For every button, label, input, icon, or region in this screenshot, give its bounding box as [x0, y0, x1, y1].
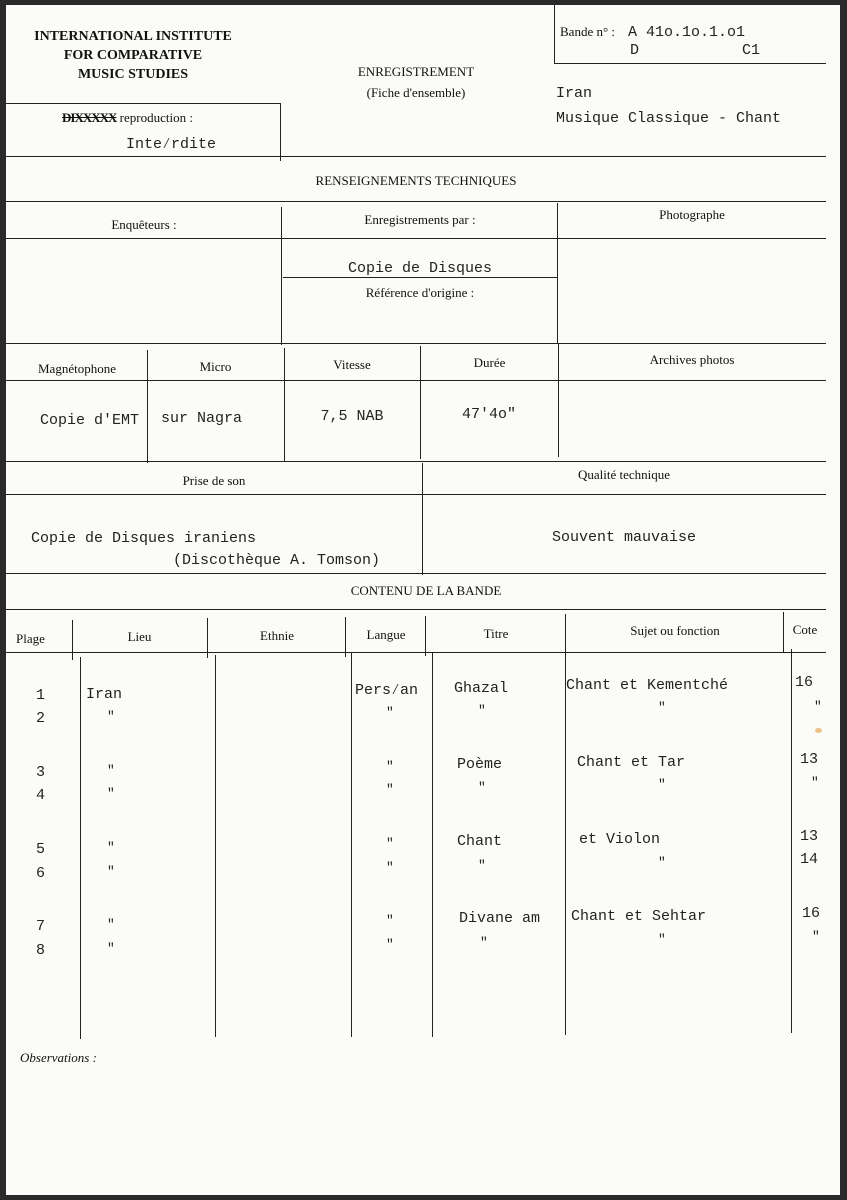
col-plage: Plage — [16, 631, 45, 646]
row-lieu: Iran — [86, 686, 123, 703]
enregistrements-value: Copie de Disques — [347, 260, 493, 277]
row-sujet: " — [658, 777, 666, 792]
row-langue: " — [386, 705, 394, 720]
row-lieu: " — [107, 786, 115, 801]
row-cote: 16 — [802, 905, 821, 922]
row-plage: 5 — [36, 841, 46, 858]
row-sujet: " — [658, 932, 666, 947]
bande-label: Bande n° : — [560, 24, 616, 39]
institute-line-1: INTERNATIONAL INSTITUTE — [34, 29, 232, 44]
row-titre: Ghazal — [454, 680, 509, 697]
col-langue: Langue — [366, 627, 406, 642]
observations-label: Observations : — [20, 1050, 97, 1065]
genre-value: Musique Classique - Chant — [556, 110, 782, 127]
col-sujet: Sujet ou fonction — [630, 623, 720, 638]
institute-line-2: FOR COMPARATIVE — [63, 48, 203, 63]
row-langue: " — [386, 937, 394, 952]
row-langue: " — [386, 782, 394, 797]
row-langue: " — [386, 759, 394, 774]
photographe-label: Photographe — [659, 207, 725, 222]
row-sujet: " — [658, 700, 666, 715]
row-titre: " — [478, 703, 486, 718]
row-plage: 3 — [36, 764, 46, 781]
archives-label: Archives photos — [649, 352, 735, 367]
row-titre: Chant — [457, 833, 503, 850]
row-sujet: Chant et Sehtar — [571, 908, 707, 925]
magnetophone-value: Copie d'EMT — [40, 412, 140, 429]
bande-number: A 41o.1o.1.o1 — [628, 24, 746, 41]
row-plage: 8 — [36, 942, 46, 959]
prise-value-line2: (Discothèque A. Tomson) — [173, 552, 381, 569]
row-lieu: " — [107, 864, 115, 879]
row-plage: 4 — [36, 787, 46, 804]
row-sujet: et Violon — [579, 831, 661, 848]
col-lieu: Lieu — [127, 629, 152, 644]
prise-label: Prise de son — [182, 473, 246, 488]
reference-label: Référence d'origine : — [365, 285, 475, 300]
reproduction-label: reproduction : — [119, 110, 193, 125]
vitesse-value: 7,5 NAB — [320, 408, 384, 425]
row-lieu: " — [107, 941, 115, 956]
qualite-label: Qualité technique — [577, 467, 671, 482]
row-cote: " — [811, 775, 819, 790]
form-subtitle: (Fiche d'ensemble) — [366, 85, 466, 100]
reproduction-value: Inte⁄rdite — [126, 136, 217, 153]
vitesse-label: Vitesse — [333, 357, 371, 372]
prise-value-line1: Copie de Disques iraniens — [31, 530, 257, 547]
institute-name — [8, 27, 258, 84]
institute-line-3: MUSIC STUDIES — [77, 67, 189, 82]
row-lieu: " — [107, 709, 115, 724]
contents-section-title: CONTENU DE LA BANDE — [350, 583, 502, 598]
row-lieu: " — [107, 917, 115, 932]
bande-letter: D — [630, 42, 640, 59]
enregistrements-label: Enregistrements par : — [364, 212, 476, 227]
row-cote: 16 — [795, 674, 814, 691]
row-lieu: " — [107, 763, 115, 778]
col-titre: Titre — [483, 626, 509, 641]
row-lieu: " — [107, 840, 115, 855]
row-langue: Pers⁄an — [355, 682, 419, 699]
row-sujet: Chant et Tar — [577, 754, 686, 771]
row-cote: 13 — [800, 828, 819, 845]
row-cote: 13 — [800, 751, 819, 768]
row-plage: 7 — [36, 918, 46, 935]
micro-value: sur Nagra — [161, 410, 243, 427]
row-cote: " — [814, 699, 822, 714]
row-langue: " — [386, 860, 394, 875]
row-cote: 14 — [800, 851, 819, 868]
form-title: ENREGISTREMENT — [357, 64, 475, 79]
magnetophone-label: Magnétophone — [38, 361, 116, 376]
qualite-value: Souvent mauvaise — [551, 529, 697, 546]
row-plage: 2 — [36, 710, 46, 727]
reproduction-struck-prefix: DIXXXXX — [62, 110, 117, 125]
document-sheet — [6, 5, 840, 1195]
bande-code: C1 — [742, 42, 761, 59]
enqueteurs-label: Enquêteurs : — [111, 217, 177, 232]
row-langue: " — [386, 913, 394, 928]
country-value: Iran — [556, 85, 593, 102]
row-titre: " — [480, 935, 488, 950]
row-sujet: Chant et Kementché — [566, 677, 729, 694]
row-plage: 6 — [36, 865, 46, 882]
row-titre: Divane am — [459, 910, 541, 927]
col-ethnie: Ethnie — [260, 628, 294, 643]
duree-value: 47'4o" — [461, 406, 516, 423]
row-sujet: " — [658, 855, 666, 870]
row-titre: " — [478, 780, 486, 795]
duree-label: Durée — [473, 355, 506, 370]
row-titre: " — [478, 858, 486, 873]
micro-label: Micro — [199, 359, 232, 374]
row-cote: " — [812, 929, 820, 944]
tech-section-title: RENSEIGNEMENTS TECHNIQUES — [315, 173, 517, 188]
row-langue: " — [386, 836, 394, 851]
row-plage: 1 — [36, 687, 46, 704]
col-cote: Cote — [792, 622, 818, 637]
reproduction-field — [62, 110, 193, 126]
row-titre: Poème — [457, 756, 503, 773]
